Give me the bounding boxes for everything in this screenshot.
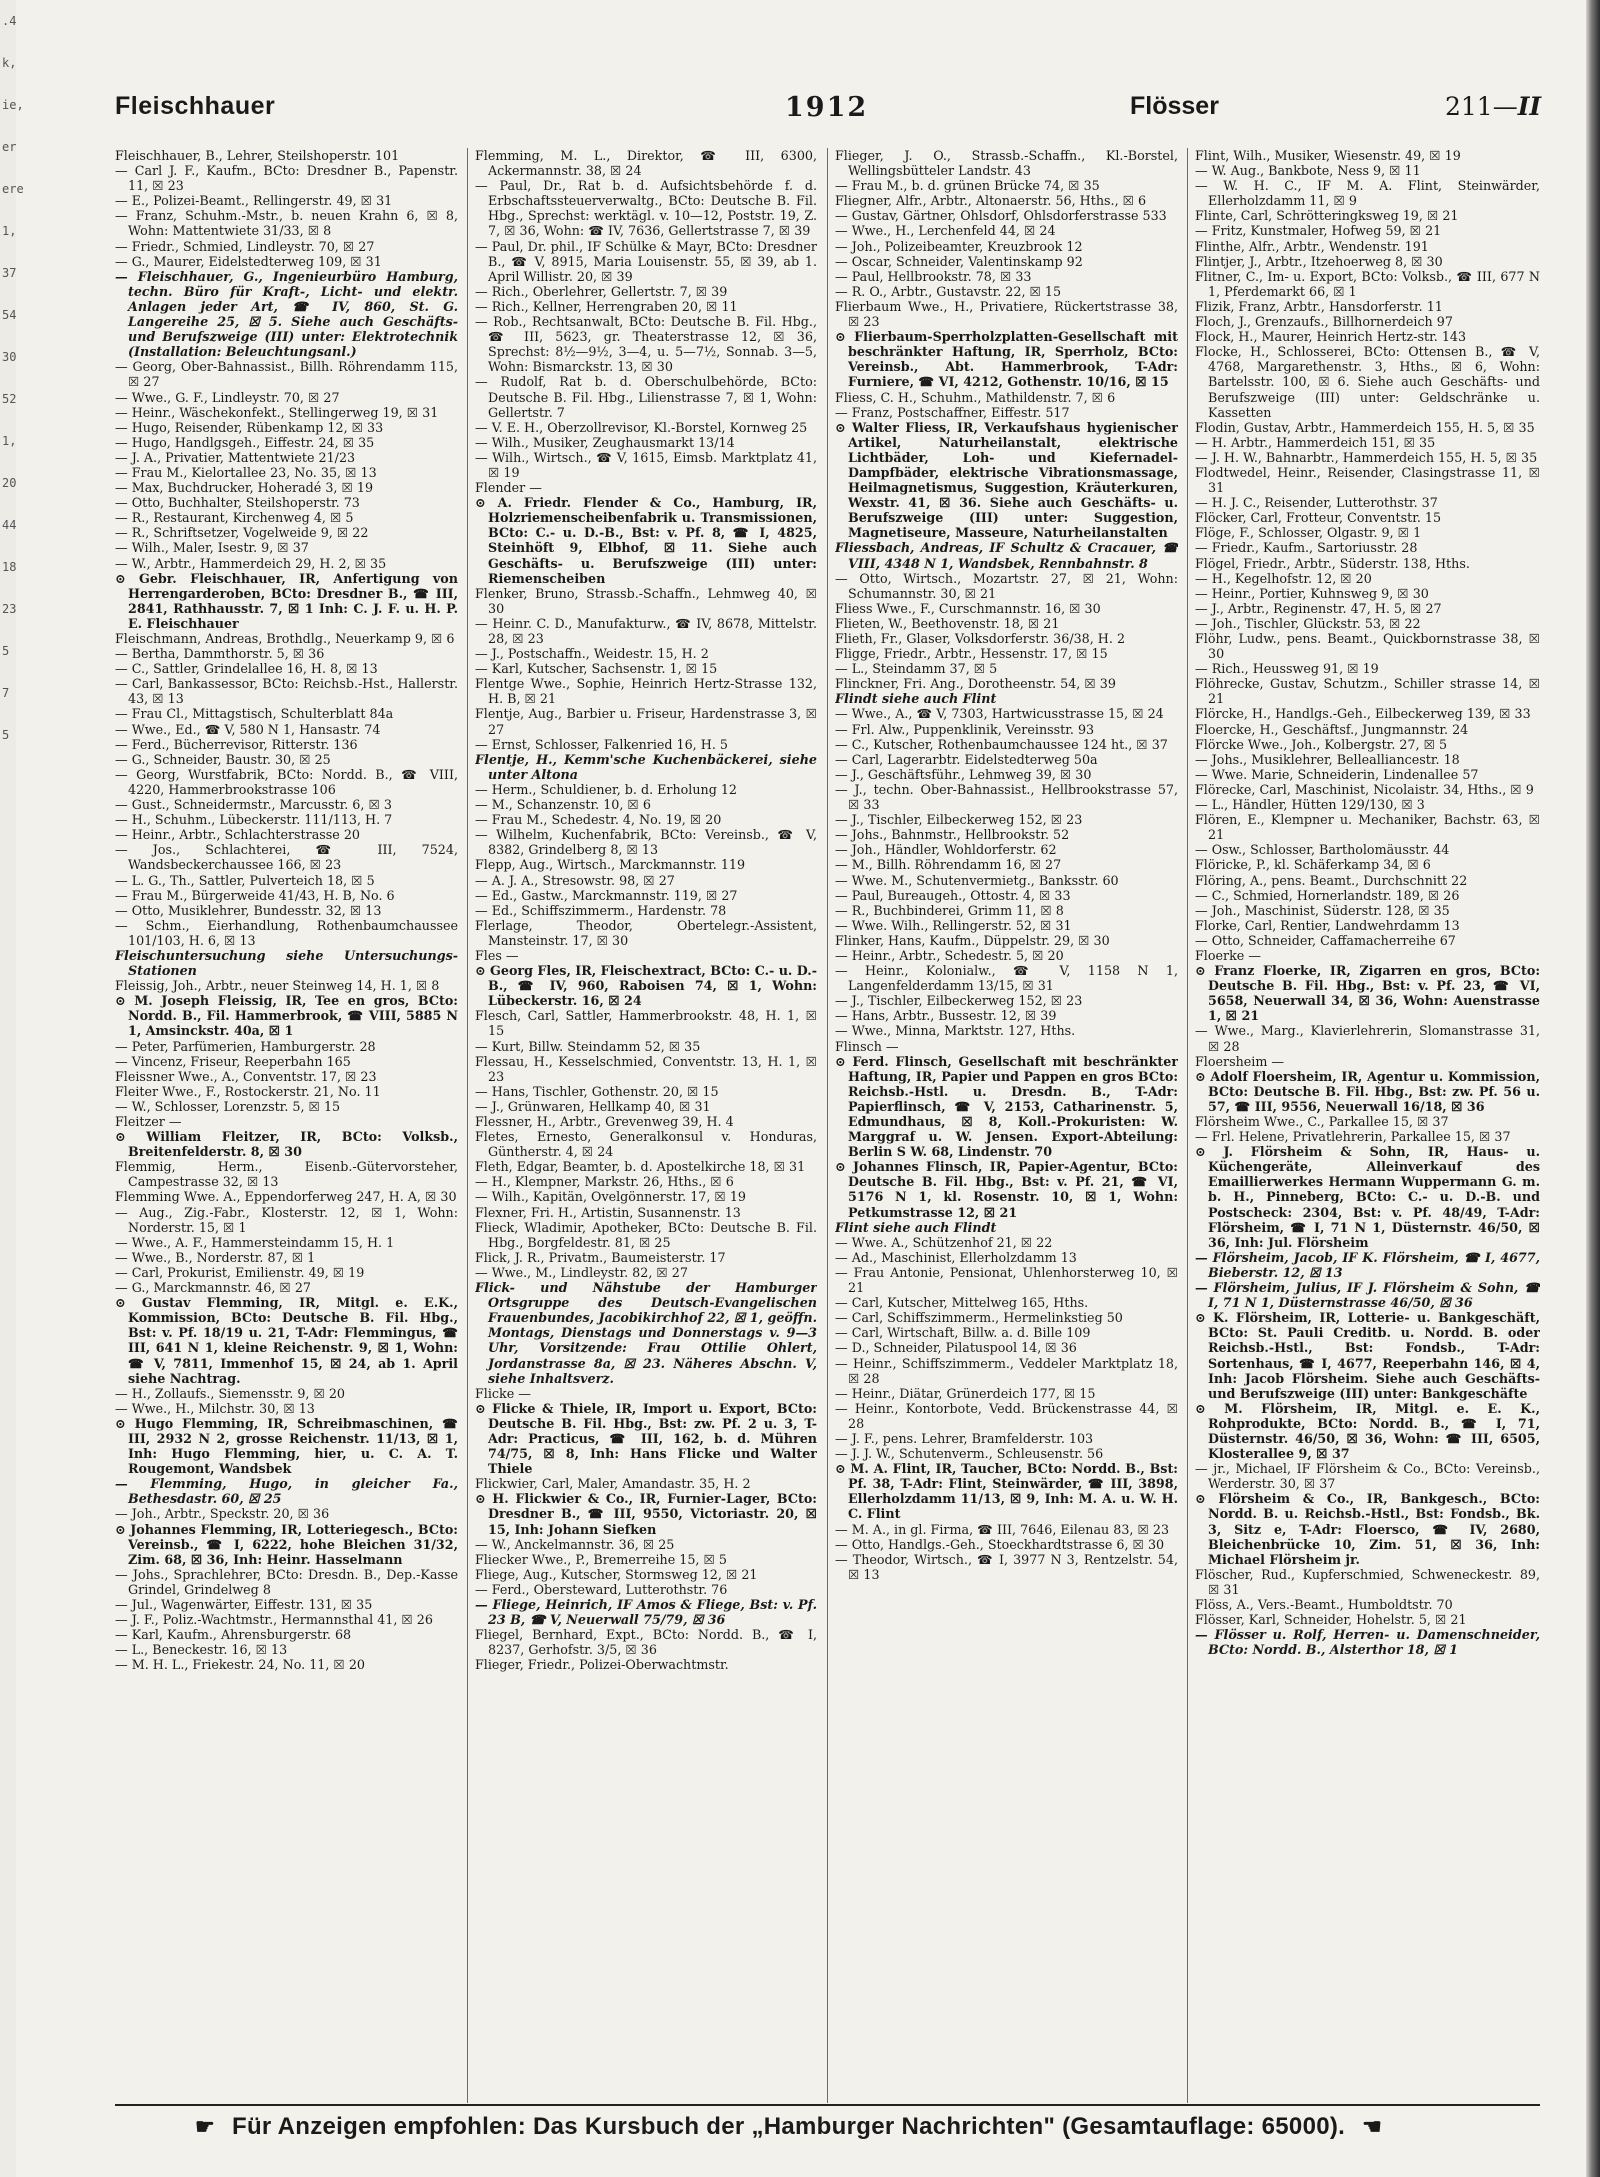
directory-entry: Flickwier, Carl, Maler, Amandastr. 35, H. 2	[475, 1476, 751, 1492]
directory-entry: — Wwe., H., Lerchenfeld 44, ☒ 24	[835, 223, 1056, 239]
directory-entry: — Johs., Bahnmstr., Hellbrookstr. 52	[835, 827, 1070, 843]
directory-entry: Fliege, Aug., Kutscher, Stormsweg 12, ☒ 21	[475, 1566, 758, 1582]
directory-entry: Fliess Wwe., F., Curschmannstr. 16, ☒ 30	[835, 600, 1101, 616]
directory-entry: — Ad., Maschinist, Ellerholzdamm 13	[835, 1249, 1077, 1265]
header-right-keyword: Flösser	[1130, 92, 1219, 120]
directory-entry: ⊙ Walter Fliess, IR, Verkaufshaus hygienischer Artikel, Naturheilanstalt, elektrische Lichtbäder, Loh- und Kiefernadel-Dampfbäder, elektrische Vibrationsmassage, Heilmagnetismus, Suggestion, Kräuterkuren, Wexstr. 41, ☒ 36. Siehe auch Geschäfts- u. Berufszweige (III) unter: Suggestion, Magnetiseure, Masseure, Naturheilanstalten	[835, 419, 1178, 541]
directory-entry: Flöscher, Rud., Kupferschmied, Schweneckestr. 89, ☒ 31	[1195, 1566, 1540, 1597]
directory-entry: Flodin, Gustav, Arbtr., Hammerdeich 155, H. 5, ☒ 35	[1195, 419, 1535, 435]
directory-entry: Flinker, Hans, Kaufm., Düppelstr. 29, ☒ 30	[835, 932, 1110, 948]
directory-entry: Flindt siehe auch Flint	[835, 691, 997, 707]
directory-entry: — R., Restaurant, Kirchenweg 4, ☒ 5	[115, 510, 354, 526]
directory-entry: — Heinr., Kolonialw., ☎ V, 1158 N 1, Langenfelderdamm 13/15, ☒ 31	[835, 963, 1178, 994]
directory-entry: Flexner, Fri. H., Artistin, Susannenstr. 13	[475, 1204, 741, 1220]
directory-entry: — Wilhelm, Kuchenfabrik, BCto: Vereinsb., ☎ V, 8382, Grindelberg 8, ☒ 13	[475, 827, 817, 858]
directory-entry: — Georg, Ober-Bahnassist., Billh. Röhrendamm 115, ☒ 27	[115, 359, 458, 390]
directory-entry: — Wwe., M., Lindleystr. 82, ☒ 27	[475, 1264, 688, 1280]
directory-entry: Flierbaum Wwe., H., Privatiere, Rückertstrasse 38, ☒ 23	[835, 298, 1178, 330]
directory-entry: — Wwe., B., Norderstr. 87, ☒ 1	[115, 1249, 316, 1265]
directory-entry: — Ernst, Schlosser, Falkenried 16, H. 5	[475, 736, 728, 752]
directory-entry: — Wwe. M., Schutenvermietg., Banksstr. 60	[835, 872, 1119, 888]
directory-entry: ⊙ A. Friedr. Flender & Co., Hamburg, IR, Holzriemenscheibenfabrik u. Transmissionen, BCto: C.- u. D.-B., Bst: v. Pf. 8, ☎ I, 4825, Steinhöft 9, Elbhof, ☒ 11. Siehe auch Geschäfts- u. Berufszweige (III) unter: Riemenscheiben	[475, 495, 817, 586]
directory-entry: — Aug., Zig.-Fabr., Klosterstr. 12, ☒ 1, Wohn: Norderstr. 15, ☒ 1	[115, 1204, 458, 1235]
directory-entry: — Heinr., Arbtr., Schedestr. 5, ☒ 20	[835, 947, 1064, 963]
directory-entry: — J., Postschaffn., Weidestr. 15, H. 2	[475, 646, 709, 662]
directory-entry: — Gustav, Gärtner, Ohlsdorf, Ohlsdorferstrasse 533	[835, 208, 1167, 224]
margin-fragment: k,	[2, 56, 17, 70]
directory-entry: Flöss, A., Vers.-Beamt., Humboldtstr. 70	[1195, 1597, 1453, 1612]
directory-entry: — L., Steindamm 37, ☒ 5	[835, 661, 998, 677]
directory-entry: ⊙ Adolf Floersheim, IR, Agentur u. Kommission, BCto: Deutsche B. Fil. Hbg., Bst: zw. Pf. 56 u. 57, ☎ III, 9556, Neuerwall 16/18, ☒ 36	[1195, 1068, 1540, 1114]
directory-entry: — Frau M., Bürgerweide 41/43, H. B, No. 6	[115, 887, 395, 903]
directory-entry: — W., Arbtr., Hammerdeich 29, H. 2, ☒ 35	[115, 555, 387, 571]
directory-entry: — Schm., Eierhandlung, Rothenbaumchaussee 101/103, H. 6, ☒ 13	[115, 917, 458, 948]
margin-fragment: 30	[2, 350, 17, 364]
directory-entry: — C., Kutscher, Rothenbaumchaussee 124 ht., ☒ 37	[835, 736, 1168, 752]
footer-advertisement	[185, 2113, 1415, 2149]
page-number: 211—	[1445, 92, 1518, 121]
column-divider	[467, 148, 468, 2103]
directory-entry: ⊙ Gebr. Fleischhauer, IR, Anfertigung von Herrengarderoben, BCto: Dresdner B., ☎ III, 2841, Rathhausstr. 7, ☒ 1 Inh: C. J. F. u. H. P. E. Fleischhauer	[115, 570, 458, 631]
directory-entry: — Hans, Tischler, Gothenstr. 20, ☒ 15	[475, 1083, 719, 1099]
directory-entry: — C., Sattler, Grindelallee 16, H. 8, ☒ 13	[115, 661, 378, 677]
directory-entry: — Friedr., Schmied, Lindleystr. 70, ☒ 27	[115, 238, 375, 254]
directory-entry: ⊙ Georg Fles, IR, Fleischextract, BCto: C.- u. D.-B., ☎ IV, 960, Raboisen 74, ☒ 1, Wohn: Lübeckerstr. 16, ☒ 24	[475, 963, 817, 1009]
column-4	[1195, 148, 1540, 2103]
pointing-hand-right-icon: ☚	[1362, 2114, 1383, 2139]
directory-entry: — G., Schneider, Baustr. 30, ☒ 25	[115, 751, 331, 767]
directory-entry: — Joh., Händler, Wohldorferstr. 62	[835, 842, 1057, 858]
directory-entry: — Peter, Parfümerien, Hamburgerstr. 28	[115, 1038, 376, 1054]
directory-entry: — W., Schlosser, Lorenzstr. 5, ☒ 15	[115, 1098, 341, 1114]
directory-entry: Fliegel, Bernhard, Expt., BCto: Nordd. B., ☎ I, 8237, Gerhofstr. 3/5, ☒ 36	[475, 1627, 817, 1658]
directory-entry: — Heinr., Wäschekonfekt., Stellingerweg 19, ☒ 31	[115, 404, 439, 420]
directory-entry: Flicke —	[475, 1385, 531, 1401]
directory-entry: Fleth, Edgar, Beamter, b. d. Apostelkirche 18, ☒ 31	[475, 1159, 806, 1175]
directory-entry: Flöhrecke, Gustav, Schutzm., Schiller strasse 14, ☒ 21	[1195, 676, 1540, 707]
directory-entry: Floch, J., Grenzaufs., Billhornerdeich 97	[1195, 314, 1453, 330]
directory-entry: — Frau M., Kielortallee 23, No. 35, ☒ 13	[115, 464, 377, 480]
margin-fragment: ie,	[2, 98, 24, 112]
directory-entry: — J. F., pens. Lehrer, Bramfelderstr. 103	[835, 1430, 1094, 1446]
header-year: 1912	[785, 92, 869, 123]
directory-entry: — Flemming, Hugo, in gleicher Fa., Bethesdastr. 60, ☒ 25	[115, 1476, 458, 1507]
directory-entry: — W. H. C., IF M. A. Flint, Steinwärder, Ellerholzdamm 11, ☒ 9	[1195, 178, 1540, 209]
page-header	[115, 92, 1545, 132]
directory-entry: — Hans, Arbtr., Bussestr. 12, ☒ 39	[835, 1008, 1057, 1024]
directory-entry: — Heinr., Portier, Kuhnsweg 9, ☒ 30	[1195, 585, 1429, 601]
directory-entry: — Otto, Handlgs.-Geh., Stoeckhardtstrasse 6, ☒ 30	[835, 1536, 1165, 1552]
directory-entry: — Osw., Schlosser, Bartholomäusstr. 44	[1195, 842, 1450, 858]
directory-entry: — Hugo, Reisender, Rübenkamp 12, ☒ 33	[115, 419, 384, 435]
directory-entry: Flinte, Carl, Schrötteringksweg 19, ☒ 21	[1195, 208, 1459, 224]
directory-entry: ⊙ Franz Floerke, IR, Zigarren en gros, BCto: Deutsche B. Fil. Hbg., Bst: v. Pf. 23, ☎ VI, 5658, Neuerwall 34, ☒ 36, Wohn: Auenstrasse 1, ☒ 21	[1195, 963, 1540, 1024]
directory-entry: — Bertha, Dammthorstr. 5, ☒ 36	[115, 646, 325, 662]
directory-entry: — Carl, Wirtschaft, Billw. a. d. Bille 109	[835, 1325, 1091, 1341]
directory-entry: Flodtwedel, Heinr., Reisender, Clasingstrasse 11, ☒ 31	[1195, 464, 1540, 496]
directory-entry: Floercke, H., Geschäftsf., Jungmannstr. 24	[1195, 721, 1469, 737]
directory-entry: — jr., Michael, IF Flörsheim & Co., BCto: Vereinsb., Werderstr. 30, ☒ 37	[1195, 1461, 1540, 1492]
directory-entry: — H. J. C., Reisender, Lutterothstr. 37	[1195, 495, 1438, 511]
directory-entry: — L., Beneckestr. 16, ☒ 13	[115, 1642, 288, 1658]
directory-entry: — Flörsheim, Julius, IF J. Flörsheim & Sohn, ☎ I, 71 N 1, Düsternstrasse 46/50, ☒ 36	[1195, 1280, 1540, 1311]
directory-entry: — W. Aug., Bankbote, Ness 9, ☒ 11	[1195, 163, 1421, 179]
directory-entry: — J. F., Poliz.-Wachtmstr., Hermannsthal 41, ☒ 26	[115, 1612, 433, 1628]
directory-entry: — Wwe., H., Milchstr. 30, ☒ 13	[115, 1400, 315, 1416]
margin-fragment: 5	[2, 644, 10, 658]
directory-entry: — G., Marckmannstr. 46, ☒ 27	[115, 1280, 311, 1296]
directory-entry: Flentje, Aug., Barbier u. Friseur, Hardenstrasse 3, ☒ 27	[475, 706, 817, 737]
directory-entry: Fleischhauer, B., Lehrer, Steilshoperstr. 101	[115, 148, 400, 163]
directory-entry: Flöge, F., Schlosser, Olgastr. 9, ☒ 1	[1195, 525, 1422, 541]
directory-entry: Flessner, H., Arbtr., Grevenweg 39, H. 4	[475, 1114, 734, 1129]
directory-entry: — Wwe. Marie, Schneiderin, Lindenallee 57	[1195, 766, 1479, 782]
directory-entry: Fliess, C. H., Schuhm., Mathildenstr. 7, ☒ 6	[835, 389, 1116, 405]
directory-entry: Flint siehe auch Flindt	[835, 1219, 997, 1235]
directory-entry: — Carl, Lagerarbtr. Eidelstedterweg 50a	[835, 751, 1098, 767]
directory-entry: Flentge Wwe., Sophie, Heinrich Hertz-Strasse 132, H. B, ☒ 21	[475, 676, 817, 707]
directory-entry: Fletes, Ernesto, Generalkonsul v. Honduras, Güntherstr. 4, ☒ 24	[475, 1129, 817, 1160]
directory-entry: — Wwe., Marg., Klavierlehrerin, Slomanstrasse 31, ☒ 28	[1195, 1023, 1540, 1054]
directory-entry: — Friedr., Kaufm., Sartoriusstr. 28	[1195, 540, 1418, 556]
directory-entry: — Joh., Tischler, Glückstr. 53, ☒ 22	[1195, 615, 1421, 631]
directory-entry: Flören, E., Klempner u. Mechaniker, Bachstr. 63, ☒ 21	[1195, 812, 1540, 843]
directory-entry: — Carl, Kutscher, Mittelweg 165, Hths.	[835, 1295, 1089, 1311]
directory-entry: — Wwe. Wilh., Rellingerstr. 52, ☒ 31	[835, 917, 1072, 933]
directory-entry: Flick- und Nähstube der Hamburger Ortsgruppe des Deutsch-Evangelischen Frauenbundes, Jacobikirchhof 22, ☒ 1, geöffn. Montags, Dienstags und Donnerstags v. 9—3 Uhr, Vorsitzende: Frau Ottilie Ohlert, Jordanstrasse 8a, ☒ 23. Näheres Abschn. V, siehe Inhaltsverz.	[475, 1280, 817, 1386]
directory-entry: Flöcker, Carl, Frotteur, Conventstr. 15	[1195, 510, 1442, 526]
directory-entry: Flocke, H., Schlosserei, BCto: Ottensen B., ☎ V, 4768, Margarethenstr. 3, Hths., ☒ 6, Wohn: Bartelsstr. 100, ☒ 6. Siehe auch Geschäfts- und Berufszweige (III) unter: Geldschränke u. Kassetten	[1195, 344, 1540, 420]
directory-entry: — J., Geschäftsführ., Lehmweg 39, ☒ 30	[835, 766, 1092, 782]
directory-entry: — Ferd., Bücherrevisor, Ritterstr. 136	[115, 736, 358, 752]
directory-entry: — Wwe., Minna, Marktstr. 127, Hths.	[835, 1023, 1076, 1039]
directory-entry: Fleissner Wwe., A., Conventstr. 17, ☒ 23	[115, 1068, 377, 1084]
page-part: II	[1517, 92, 1542, 121]
pointing-hand-left-icon: ☛	[195, 2114, 216, 2139]
directory-entry: Flöring, A., pens. Beamt., Durchschnitt 22	[1195, 872, 1468, 888]
directory-entry: — Otto, Musiklehrer, Bundesstr. 32, ☒ 13	[115, 902, 382, 918]
directory-entry: ⊙ Gustav Flemming, IR, Mitgl. e. E.K., Kommission, BCto: Deutsche B. Fil. Hbg., Bst: v. Pf. 18/19 u. 21, T-Adr: Flemmingus, ☎ III, 641 N 1, kleine Reichenstr. 9, ☒ 1, Wohn: ☎ V, 7811, Immenhof 15, ☒ 24, ab 1. April siehe Nachtrag.	[115, 1295, 458, 1386]
directory-entry: — Frau M., b. d. grünen Brücke 74, ☒ 35	[835, 178, 1100, 194]
directory-entry: Flerlage, Theodor, Obertelegr.-Assistent, Mansteinstr. 17, ☒ 30	[475, 917, 817, 948]
margin-fragment: 44	[2, 518, 17, 532]
directory-entry: — Wwe., A. F., Hammersteindamm 15, H. 1	[115, 1234, 395, 1250]
directory-entry: — M., Schanzenstr. 10, ☒ 6	[475, 797, 651, 813]
directory-entry: Flinsch —	[835, 1038, 899, 1054]
directory-entry: Fleissig, Joh., Arbtr., neuer Steinweg 14, H. 1, ☒ 8	[115, 978, 440, 994]
directory-entry: ⊙ M. Joseph Fleissig, IR, Tee en gros, BCto: Nordd. B., Fil. Hammerbrook, ☎ VIII, 5885 N 1, Amsinckstr. 40a, ☒ 1	[115, 993, 458, 1039]
directory-entry: — Jul., Wagenwärter, Eiffestr. 131, ☒ 35	[115, 1597, 373, 1612]
directory-entry: — M. H. L., Friekestr. 24, No. 11, ☒ 20	[115, 1657, 365, 1673]
directory-entry: — J. A., Privatier, Mattentwiete 21/23	[115, 449, 356, 465]
directory-entry: — Flösser u. Rolf, Herren- u. Damenschneider, BCto: Nordd. B., Alsterthor 18, ☒ 1	[1195, 1627, 1540, 1658]
directory-entry: — M., Billh. Röhrendamm 16, ☒ 27	[835, 857, 1062, 873]
directory-entry: — Wilh., Kapitän, Ovelgönnerstr. 17, ☒ 19	[475, 1189, 746, 1205]
directory-entry: — Carl J. F., Kaufm., BCto: Dresdner B., Papenstr. 11, ☒ 23	[115, 163, 458, 194]
margin-fragment: 54	[2, 308, 17, 322]
directory-entry: — Fritz, Kunstmaler, Hofweg 59, ☒ 21	[1195, 223, 1442, 239]
directory-entry: — Max, Buchdrucker, Hoheradé 3, ☒ 19	[115, 480, 374, 496]
column-divider	[827, 148, 828, 2103]
directory-columns	[115, 148, 1540, 2103]
directory-entry: Flögel, Friedr., Arbtr., Süderstr. 138, Hths.	[1195, 555, 1470, 571]
directory-entry: — J. J. W., Schutenverm., Schleusenstr. 56	[835, 1446, 1104, 1462]
directory-entry: — Karl, Kutscher, Sachsenstr. 1, ☒ 15	[475, 661, 718, 677]
directory-entry: Fles —	[475, 947, 519, 963]
directory-entry: — Ferd., Obersteward, Lutterothstr. 76	[475, 1581, 728, 1597]
directory-entry: — H. Arbtr., Hammerdeich 151, ☒ 35	[1195, 434, 1436, 450]
directory-entry: Flörecke, Carl, Maschinist, Nicolaistr. 34, Hths., ☒ 9	[1195, 781, 1534, 797]
directory-entry: ⊙ Flicke & Thiele, IR, Import u. Export, BCto: Deutsche B. Fil. Hbg., Bst: zw. Pf. 2 u. 3, T-Adr: Practicus, ☎ III, 162, b. d. Mühren 74/75, ☒ 8, Inh: Hans Flicke und Walter Thiele	[475, 1400, 817, 1477]
directory-entry: — Otto, Schneider, Caffamacherreihe 67	[1195, 932, 1456, 948]
directory-entry: — Frl. Alw., Puppenklinik, Vereinsstr. 93	[835, 721, 1095, 737]
directory-entry: ⊙ Johannes Flinsch, IR, Papier-Agentur, BCto: Deutsche B. Fil. Hbg., Bst: v. Pf. 21, ☎ VI, 5176 N 1, kl. Rosenstr. 10, ☒ 1, Wohn: Petkumstrasse 12, ☒ 21	[835, 1159, 1178, 1220]
directory-entry: — Otto, Buchhalter, Steilshoperstr. 73	[115, 495, 360, 511]
directory-entry: — Frau Cl., Mittagstisch, Schulterblatt 84a	[115, 706, 394, 722]
directory-entry: — Carl, Schiffszimmerm., Hermelinkstieg 50	[835, 1310, 1123, 1326]
directory-entry: — Wwe., Ed., ☎ V, 580 N 1, Hansastr. 74	[115, 721, 381, 737]
directory-entry: — A. J. A., Stresowstr. 98, ☒ 27	[475, 872, 675, 888]
directory-entry: — J. H. W., Bahnarbtr., Hammerdeich 155, H. 5, ☒ 35	[1195, 449, 1538, 465]
margin-fragment: 52	[2, 392, 17, 406]
margin-fragment: 37	[2, 266, 17, 280]
directory-entry: — Carl, Prokurist, Emilienstr. 49, ☒ 19	[115, 1264, 365, 1280]
margin-fragment: 1,	[2, 224, 17, 238]
directory-entry: — Wilh., Wirtsch., ☎ V, 1615, Eimsb. Marktplatz 41, ☒ 19	[475, 449, 817, 480]
directory-entry: — Johs., Sprachlehrer, BCto: Dresdn. B., Dep.-Kasse Grindel, Grindelweg 8	[115, 1566, 458, 1597]
directory-entry: Flepp, Aug., Wirtsch., Marckmannstr. 119	[475, 857, 746, 873]
scan-edge	[1586, 0, 1600, 2177]
directory-entry: — G., Maurer, Eidelstedterweg 109, ☒ 31	[115, 253, 382, 269]
directory-entry: — Joh., Polizeibeamter, Kreuzbrook 12	[835, 238, 1083, 254]
directory-entry: — Rich., Oberlehrer, Gellertstr. 7, ☒ 39	[475, 283, 728, 299]
directory-entry: — W., Anckelmannstr. 36, ☒ 25	[475, 1536, 675, 1552]
directory-entry: — Kurt, Billw. Steindamm 52, ☒ 35	[475, 1038, 701, 1054]
directory-entry: — Fleischhauer, G., Ingenieurbüro Hamburg, techn. Büro für Kraft-, Licht- und elektr. Anlagen jeder Art, ☎ IV, 860, St. G. Langereihe 25, ☒ 5. Siehe auch Geschäfts- und Berufszweige (III) unter: Elektrotechnik (Installation: Beleuchtungsanl.)	[115, 268, 458, 360]
directory-entry: — H., Zollaufs., Siemensstr. 9, ☒ 20	[115, 1385, 346, 1401]
directory-entry: — Wilh., Maler, Isestr. 9, ☒ 37	[115, 540, 309, 556]
directory-entry: — J., Tischler, Eilbeckerweg 152, ☒ 23	[835, 993, 1083, 1009]
directory-entry: — Joh., Arbtr., Speckstr. 20, ☒ 36	[115, 1506, 330, 1522]
directory-entry: — J., techn. Ober-Bahnassist., Hellbrookstrasse 57, ☒ 33	[835, 781, 1178, 813]
directory-entry: Flöricke, P., kl. Schäferkamp 34, ☒ 6	[1195, 857, 1431, 873]
directory-entry: Flock, H., Maurer, Heinrich Hertz-str. 143	[1195, 329, 1467, 345]
directory-entry: — Theodor, Wirtsch., ☎ I, 3977 N 3, Rentzelstr. 54, ☒ 13	[835, 1551, 1178, 1582]
directory-entry: — Rich., Kellner, Herrengraben 20, ☒ 11	[475, 298, 738, 314]
directory-entry: — Joh., Maschinist, Süderstr. 128, ☒ 35	[1195, 902, 1450, 918]
directory-entry: — L. G., Th., Sattler, Pulverteich 18, ☒ 5	[115, 872, 375, 888]
directory-entry: Fliegner, Alfr., Arbtr., Altonaerstr. 56, Hths., ☒ 6	[835, 193, 1147, 209]
column-1	[115, 148, 458, 2103]
margin-fragment: 18	[2, 560, 17, 574]
directory-entry: — Rob., Rechtsanwalt, BCto: Deutsche B. Fil. Hbg., ☎ III, 5623, gr. Theaterstrasse 12, ☒ 36, Sprechst: 8½—9½, 3—4, u. 5—7½, Sonnab. 3—5, Wohn: Bismarckstr. 13, ☒ 30	[475, 314, 817, 375]
margin-fragment: 7	[2, 686, 10, 700]
directory-entry: ⊙ Flörsheim & Co., IR, Bankgesch., BCto: Nordd. B. u. Reichsb.-Hstl., Bst: Fondsb., Bk. 3, Sitz e, T-Adr: Floersco, ☎ IV, 2680, Bleichenbrücke 10, Zim. 51, ☒ 36, Inh: Michael Flörsheim jr.	[1195, 1491, 1540, 1567]
directory-entry: Fleischmann, Andreas, Brothdlg., Neuerkamp 9, ☒ 6	[115, 631, 455, 646]
margin-fragment: 23	[2, 602, 17, 616]
directory-entry: Fleischuntersuchung siehe Untersuchungs-Stationen	[115, 947, 458, 979]
column-3	[835, 148, 1178, 2103]
directory-entry: — R. O., Arbtr., Gustavstr. 22, ☒ 15	[835, 283, 1062, 299]
directory-entry: Flieth, Fr., Glaser, Volksdorferstr. 36/38, H. 2	[835, 631, 1126, 646]
directory-entry: Flieten, W., Beethovenstr. 18, ☒ 21	[835, 615, 1060, 631]
margin-fragment: er	[2, 140, 17, 154]
directory-entry: — Wwe., G. F., Lindleystr. 70, ☒ 27	[115, 389, 340, 405]
directory-entry: Flender —	[475, 480, 542, 496]
directory-entry: — Rudolf, Rat b. d. Oberschulbehörde, BCto: Deutsche B. Fil. Hbg., Lilienstrasse 7, ☒ 1, Wohn: Gellertstr. 7	[475, 374, 817, 420]
directory-entry: — Paul, Hellbrookstr. 78, ☒ 33	[835, 268, 1032, 284]
directory-entry: ⊙ Johannes Flemming, IR, Lotteriegesch., BCto: Vereinsb., ☎ I, 6222, hohe Bleichen 31/32, Zim. 68, ☒ 36, Inh: Heinr. Hasselmann	[115, 1521, 458, 1567]
directory-entry: — Heinr. C. D., Manufakturw., ☎ IV, 8678, Mittelstr. 28, ☒ 23	[475, 615, 817, 646]
directory-entry: Flint, Wilh., Musiker, Wiesenstr. 49, ☒ 19	[1195, 148, 1461, 163]
directory-entry: — H., Schuhm., Lübeckerstr. 111/113, H. 7	[115, 812, 393, 828]
directory-entry: — Frau Antonie, Pensionat, Uhlenhorsterweg 10, ☒ 21	[835, 1264, 1178, 1296]
directory-entry: — Heinr., Diätar, Grünerdeich 177, ☒ 15	[835, 1385, 1096, 1401]
directory-entry: — V. E. H., Oberzollrevisor, Kl.-Borstel, Kornweg 25	[475, 419, 808, 435]
directory-entry: ⊙ Flierbaum-Sperrholzplatten-Gesellschaft mit beschränkter Haftung, IR, Sperrholz, BCto: Vereinsb., Abt. Hammerbrook, T-Adr: Furniere, ☎ VI, 4212, Gothenstr. 10/16, ☒ 15	[835, 329, 1178, 390]
directory-entry: — Oscar, Schneider, Valentinskamp 92	[835, 253, 1083, 269]
directory-entry: Floersheim —	[1195, 1053, 1285, 1069]
directory-entry: — Ed., Gastw., Marckmannstr. 119, ☒ 27	[475, 887, 738, 903]
footer-rule	[115, 2104, 1540, 2106]
directory-entry: Flemmig, Herm., Eisenb.-Gütervorsteher, Campestrasse 32, ☒ 13	[115, 1159, 458, 1190]
directory-entry: ⊙ William Fleitzer, IR, BCto: Volksb., Breitenfelderstr. 8, ☒ 30	[115, 1129, 458, 1160]
directory-entry: Flinthe, Alfr., Arbtr., Wendenstr. 191	[1195, 238, 1429, 254]
directory-entry: — R., Buchbinderei, Grimm 11, ☒ 8	[835, 902, 1064, 918]
directory-entry: — Johs., Musiklehrer, Bellealliancestr. 18	[1195, 751, 1460, 767]
directory-entry: — Frl. Helene, Privatlehrerin, Parkallee 15, ☒ 37	[1195, 1129, 1511, 1145]
directory-entry: — Georg, Wurstfabrik, BCto: Nordd. B., ☎ VIII, 4220, Hammerbrookstrasse 106	[115, 766, 458, 797]
directory-entry: — Flörsheim, Jacob, IF K. Flörsheim, ☎ I, 4677, Bieberstr. 12, ☒ 13	[1195, 1249, 1540, 1280]
margin-fragment: 20	[2, 476, 17, 490]
directory-entry: Flörcke Wwe., Joh., Kolbergstr. 27, ☒ 5	[1195, 736, 1448, 752]
directory-entry: — Wwe., A., ☎ V, 7303, Hartwicusstrasse 15, ☒ 24	[835, 706, 1164, 722]
directory-entry: — Wilh., Musiker, Zeughausmarkt 13/14	[475, 434, 735, 450]
directory-entry: Flitner, C., Im- u. Export, BCto: Volksb., ☎ III, 677 N 1, Pferdemarkt 66, ☒ 1	[1195, 268, 1540, 299]
directory-entry: — Franz, Postschaffner, Eiffestr. 517	[835, 404, 1070, 420]
directory-entry: — Hugo, Handlgsgeh., Eiffestr. 24, ☒ 35	[115, 434, 375, 450]
header-left-keyword: Fleischhauer	[115, 92, 276, 120]
directory-entry: ⊙ M. Flörsheim, IR, Mitgl. e. E. K., Rohprodukte, BCto: Nordd. B., ☎ I, 71, Düsternstr. 46/50, ☒ 36, Wohn: ☎ III, 6505, Klosterallee 9, ☒ 37	[1195, 1400, 1540, 1462]
directory-entry: — Fliege, Heinrich, IF Amos & Fliege, Bst: v. Pf. 23 B, ☎ V, Neuerwall 75/79, ☒ 36	[475, 1597, 817, 1628]
directory-entry: ⊙ M. A. Flint, IR, Taucher, BCto: Nordd. B., Bst: Pf. 38, T-Adr: Flint, Steinwärder, ☎ III, 3898, Ellerholzdamm 11/13, ☒ 9, Inh: M. A. u. W. H. C. Flint	[835, 1461, 1178, 1522]
directory-entry: Flörsheim Wwe., C., Parkallee 15, ☒ 37	[1195, 1114, 1449, 1129]
directory-entry: — Karl, Kaufm., Ahrensburgerstr. 68	[115, 1627, 352, 1643]
directory-entry: ⊙ H. Flickwier & Co., IR, Furnier-Lager, BCto: Dresdner B., ☎ III, 9550, Victoriastr. 20, ☒ 15, Inh: Johann Siefken	[475, 1491, 817, 1537]
directory-entry: — C., Schmied, Hornerlandstr. 189, ☒ 26	[1195, 887, 1460, 903]
directory-entry: — Paul, Dr. phil., IF Schülke & Mayr, BCto: Dresdner B., ☎ V, 8915, Maria Louisenstr. 55, ☒ 39, ab 1. April Willistr. 20, ☒ 39	[475, 238, 817, 284]
directory-entry: Flösser, Karl, Schneider, Hohelstr. 5, ☒ 21	[1195, 1612, 1467, 1628]
directory-entry: Fleiter Wwe., F., Rostockerstr. 21, No. 11	[115, 1083, 381, 1099]
directory-entry: — Gust., Schneidermstr., Marcusstr. 6, ☒ 3	[115, 797, 392, 813]
margin-fragment: ere	[2, 182, 24, 196]
directory-entry: — J., Tischler, Eilbeckerweg 152, ☒ 23	[835, 812, 1083, 828]
column-2	[475, 148, 817, 2103]
directory-entry: Flinckner, Fri. Ang., Dorotheenstr. 54, ☒ 39	[835, 676, 1116, 692]
directory-entry: Flieger, Friedr., Polizei-Oberwachtmstr.	[475, 1657, 729, 1673]
margin-fragment: 1,	[2, 434, 17, 448]
directory-entry: Flizik, Franz, Arbtr., Hansdorferstr. 11	[1195, 298, 1443, 314]
margin-fragment: 5	[2, 728, 10, 742]
directory-entry: ⊙ J. Flörsheim & Sohn, IR, Haus- u. Küchengeräte, Alleinverkauf des Emaillierwerkes Hermann Wuppermann G. m. b. H., Pinneberg, BCto: C.- u. D.-B. und Postscheck: 2304, Bst: v. Pf. 48/49, T-Adr: Flörsheim, ☎ I, 71 N 1, Düsternstr. 46/50, ☒ 36, Inh: Jul. Flörsheim	[1195, 1144, 1540, 1250]
directory-entry: — J., Arbtr., Reginenstr. 47, H. 5, ☒ 27	[1195, 600, 1442, 616]
directory-entry: Flörcke, H., Handlgs.-Geh., Eilbeckerweg 139, ☒ 33	[1195, 706, 1531, 722]
directory-entry: — D., Schneider, Pilatuspool 14, ☒ 36	[835, 1340, 1077, 1356]
directory-entry: Flemming Wwe. A., Eppendorferweg 247, H. A, ☒ 30	[115, 1189, 457, 1205]
directory-entry: — H., Kegelhofstr. 12, ☒ 20	[1195, 570, 1372, 586]
directory-entry: Florke, Carl, Rentier, Landwehrdamm 13	[1195, 917, 1460, 933]
margin-fragment: .4	[2, 14, 17, 28]
directory-entry: — Herm., Schuldiener, b. d. Erholung 12	[475, 781, 738, 797]
directory-entry: Fligge, Friedr., Arbtr., Hessenstr. 17, ☒ 15	[835, 646, 1108, 662]
directory-entry: ⊙ K. Flörsheim, IR, Lotterie- u. Bankgeschäft, BCto: St. Pauli Creditb. u. Nordd. B. oder Reichsb.-Hstl., Bst: Fondsb., T-Adr: Sortenhaus, ☎ I, 4677, Reeperbahn 146, ☒ 4, Inh: Jacob Flörsheim. Siehe auch Geschäfts- und Berufszweige (III) unter: Bankgeschäfte	[1195, 1310, 1540, 1401]
directory-entry: — Frau M., Schedestr. 4, No. 19, ☒ 20	[475, 812, 722, 828]
directory-entry: Flentje, H., Kemm'sche Kuchenbäckerei, siehe unter Altona	[475, 751, 817, 782]
directory-entry: Flessau, H., Kesselschmied, Conventstr. 13, H. 1, ☒ 23	[475, 1053, 817, 1084]
directory-entry: — H., Klempner, Markstr. 26, Hths., ☒ 6	[475, 1174, 734, 1190]
directory-entry: — J., Grünwaren, Hellkamp 40, ☒ 31	[475, 1098, 711, 1114]
directory-entry: ⊙ Hugo Flemming, IR, Schreibmaschinen, ☎ III, 2932 N 2, grosse Reichenstr. 11/13, ☒ 1, Inh: Hugo Flemming, hier, u. C. A. T. Rougemont, Wandsbek	[115, 1415, 458, 1477]
directory-entry: — M. A., in gl. Firma, ☎ III, 7646, Eilenau 83, ☒ 23	[835, 1521, 1170, 1537]
directory-entry: — Vincenz, Friseur, Reeperbahn 165	[115, 1053, 351, 1069]
directory-entry: — L., Händler, Hütten 129/130, ☒ 3	[1195, 797, 1425, 813]
directory-entry: Fliessbach, Andreas, IF Schultz & Cracauer, ☎ VIII, 4348 N 1, Wandsbek, Rennbahnstr. 8	[835, 540, 1178, 571]
directory-entry: Flick, J. R., Privatm., Baumeisterstr. 17	[475, 1249, 726, 1265]
directory-entry: ⊙ Ferd. Flinsch, Gesellschaft mit beschränkter Haftung, IR, Papier und Pappen en gros BCto: Reichsb.-Hstl. u. Dresdn. B., T-Adr: Papierflinsch, ☎ V, 2153, Catharinenstr. 5, Edmundhaus, ☒ 8, Koll.-Prokuristen: W. Marggraf u. W. Jensen. Export-Abteilung: Berlin S W. 68, Lindenstr. 70	[835, 1053, 1178, 1160]
directory-entry: — E., Polizei-Beamt., Rellingerstr. 49, ☒ 31	[115, 193, 393, 209]
directory-entry: — Otto, Wirtsch., Mozartstr. 27, ☒ 21, Wohn: Schumannstr. 30, ☒ 21	[835, 570, 1178, 601]
directory-entry: — Paul, Dr., Rat b. d. Aufsichtsbehörde f. d. Erbschaftssteuerverwaltg., BCto: Deutsche B. Fil. Hbg., Sprechst: werktägl. v. 10—12, Poststr. 19, Z. 7, ☒ 36, Wohn: ☎ IV, 7636, Gellertstrasse 7, ☒ 39	[475, 178, 817, 239]
directory-entry: — Carl, Bankassessor, BCto: Reichsb.-Hst., Hallerstr. 43, ☒ 13	[115, 676, 458, 707]
footer-text: Für Anzeigen empfohlen: Das Kursbuch der „Hamburger Nachrichten" (Gesamtauflage: 65000).	[232, 2113, 1346, 2140]
directory-entry: — Rich., Heussweg 91, ☒ 19	[1195, 661, 1379, 677]
directory-entry: — Jos., Schlachterei, ☎ III, 7524, Wandsbeckerchaussee 166, ☒ 23	[115, 842, 458, 873]
directory-entry: Flenker, Bruno, Strassb.-Schaffn., Lehmweg 40, ☒ 30	[475, 585, 817, 616]
directory-entry: — Heinr., Schiffszimmerm., Veddeler Marktplatz 18, ☒ 28	[835, 1355, 1178, 1386]
directory-entry: — R., Schriftsetzer, Vogelweide 9, ☒ 22	[115, 525, 369, 541]
directory-entry: Flieger, J. O., Strassb.-Schaffn., Kl.-Borstel, Wellingsbütteler Landstr. 43	[835, 148, 1178, 179]
directory-entry: — Wwe. A., Schützenhof 21, ☒ 22	[835, 1234, 1053, 1250]
directory-entry: — Paul, Bureaugeh., Ottostr. 4, ☒ 33	[835, 887, 1071, 903]
header-page-number	[1445, 92, 1541, 121]
directory-entry: Flieck, Wladimir, Apotheker, BCto: Deutsche B. Fil. Hbg., Borgfeldestr. 81, ☒ 25	[475, 1219, 817, 1250]
directory-entry: Flintjer, J., Arbtr., Itzehoerweg 8, ☒ 30	[1195, 253, 1443, 269]
directory-entry: — Ed., Schiffszimmerm., Hardenstr. 78	[475, 902, 727, 918]
left-margin-fragments	[0, 0, 24, 2177]
directory-entry: Fleitzer —	[115, 1114, 182, 1129]
directory-entry: — Franz, Schuhm.-Mstr., b. neuen Krahn 6, ☒ 8, Wohn: Mattentwiete 31/33, ☒ 8	[115, 208, 458, 239]
directory-entry: — Heinr., Kontorbote, Vedd. Brückenstrasse 44, ☒ 28	[835, 1400, 1178, 1431]
directory-entry: Floerke —	[1195, 947, 1261, 963]
directory-entry: Flemming, M. L., Direktor, ☎ III, 6300, Ackermannstr. 38, ☒ 24	[475, 148, 817, 179]
directory-entry: Fliecker Wwe., P., Bremerreihe 15, ☒ 5	[475, 1551, 727, 1567]
directory-entry: Flesch, Carl, Sattler, Hammerbrookstr. 48, H. 1, ☒ 15	[475, 1008, 817, 1039]
directory-entry: — Heinr., Arbtr., Schlachterstrasse 20	[115, 827, 360, 843]
column-divider	[1187, 148, 1188, 2103]
directory-entry: Flöhr, Ludw., pens. Beamt., Quickbornstrasse 38, ☒ 30	[1195, 631, 1540, 662]
